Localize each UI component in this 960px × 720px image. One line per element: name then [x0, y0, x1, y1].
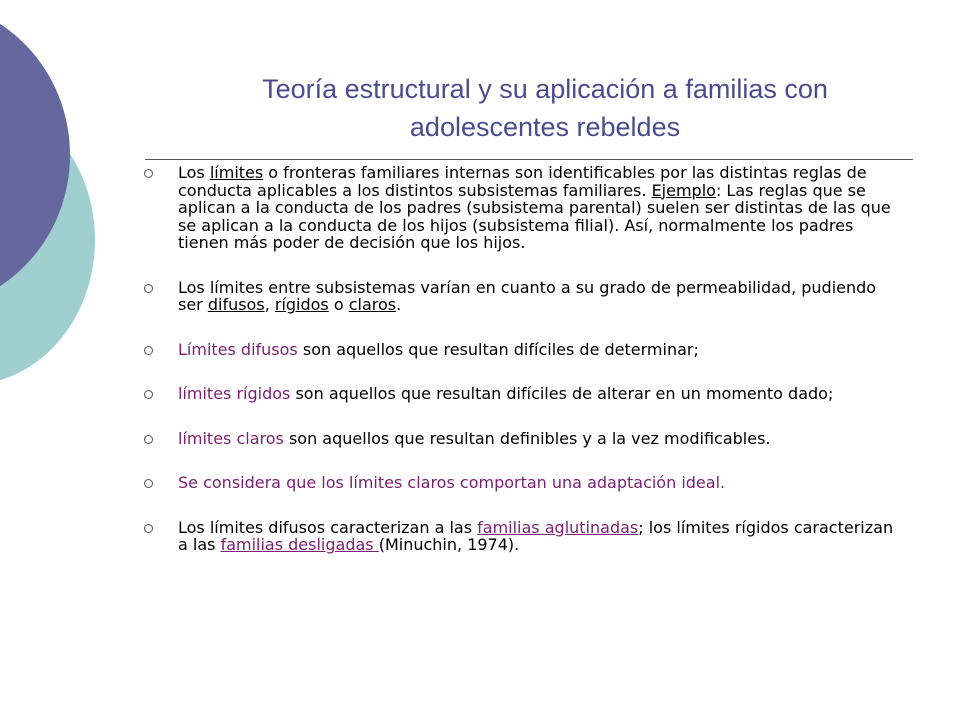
link-familias-desligadas[interactable]: familias desligadas — [220, 535, 379, 554]
bullet-ring-icon — [144, 390, 153, 399]
text: : Las reglas que se aplican a la conducta de los padres (subsistema parental) suelen ser distintas de las que se aplican a la conducta de los hijos (subsistema filial). Así, normalmente los padres tienen más poder de decisión que los hijos. — [178, 180, 891, 252]
text: Los límites difusos caracterizan a las — [178, 517, 478, 537]
bullet-ring-icon — [144, 284, 153, 293]
text: son aquellos que resultan definibles y a la vez modificables. — [283, 428, 771, 448]
bullet-ring-icon — [144, 169, 153, 178]
link-familias-aglutinadas[interactable]: familias aglutinadas — [477, 517, 639, 537]
text: o — [328, 295, 349, 314]
bullet-adaptacion-ideal — [140, 474, 900, 492]
text: son aquellos que resultan difíciles de alterar en un momento dado; — [290, 384, 834, 403]
bullet-familias — [140, 519, 900, 554]
bullet-ring-icon — [144, 435, 153, 444]
text: , — [264, 295, 275, 314]
text: . — [396, 295, 402, 314]
link-claros[interactable]: claros — [348, 295, 397, 314]
text: (Minuchin, 1974). — [378, 535, 520, 554]
bullet-limites-fronteras — [140, 164, 900, 252]
link-difusos[interactable]: difusos — [207, 295, 265, 314]
bullet-list — [140, 164, 900, 554]
bullet-limites-difusos — [140, 341, 900, 359]
slide-title — [160, 70, 930, 146]
text: Los límites entre subsistemas varían en cuanto a su grado de permeabilidad, pudiendo ser — [178, 277, 877, 314]
text: son aquellos que resultan difíciles de determinar; — [297, 339, 699, 359]
bullet-ring-icon — [144, 346, 153, 355]
link-rigidos[interactable]: rígidos — [274, 295, 329, 314]
term-limites-claros: límites claros — [178, 428, 284, 448]
title-line-2: adolescentes rebeldes — [409, 112, 681, 142]
title-divider — [145, 159, 913, 160]
text: Los — [178, 163, 210, 182]
bullet-ring-icon — [144, 479, 153, 488]
text: o fronteras familiares internas son identificables por las distintas reglas de conducta aplicables a los distintos subsistemas familiares. — [178, 163, 867, 200]
bullet-ring-icon — [144, 524, 153, 533]
bullet-permeabilidad — [140, 279, 900, 314]
bullet-limites-rigidos — [140, 385, 900, 403]
term-limites-rigidos: límites rígidos — [178, 384, 291, 403]
text: ; los límites rígidos caracterizan a las — [178, 517, 894, 554]
link-ejemplo[interactable]: Ejemplo — [651, 180, 716, 200]
bullet-limites-claros — [140, 430, 900, 448]
title-line-1: Teoría estructural y su aplicación a familias con — [262, 74, 828, 104]
text: Se considera que los límites claros comportan una adaptación ideal. — [178, 473, 726, 492]
link-limites[interactable]: límites — [209, 163, 264, 182]
term-limites-difusos: Límites difusos — [178, 339, 298, 359]
